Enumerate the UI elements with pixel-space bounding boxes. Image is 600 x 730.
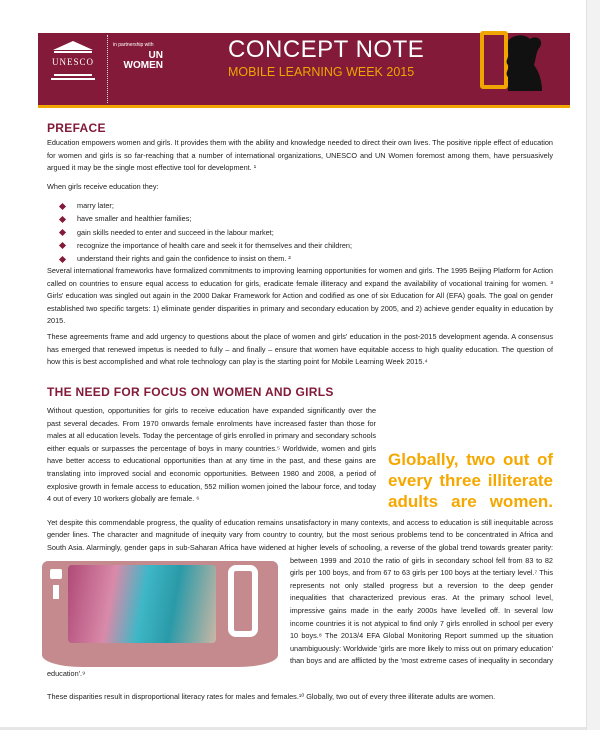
unesco-logo-text: UNESCO [51,57,94,67]
logo-divider [107,35,108,103]
list-item [60,212,352,225]
focus-paragraph-2b: between 1999 and 2010 the ratio of girls in secondary school fell from 83 to 82 girls per 100 boys, and from 67 to 63 girls per 100 boys at the tertiary level.⁷ This represents not only stalled progress but a reversion to the deep gender inequalities that characterized previous eras. At the primary school level, impressive gains made in the early 2000s have levelled off. In several low income countries it is not atypical to find only 7 girls enrolled in school per every 10 boys.⁸ The 2013/4 EFA Global Monitoring Report summed up the situation unambiguously: Worldwide 'girls are more likely to miss out on primary education' than boys and are afflicted by the 'most extreme cases of inequality in secondary education'.⁹ [47,555,553,678]
diamond-bullet-icon [59,229,66,236]
focus-paragraph-2a: Yet despite this commendable progress, the quality of education remains unsatisfactory in many contexts, and access to education is still inequitable across gender lines. The character and magnitude of inequity vary from country to country, but the most serious problems tend to be concentrated in Africa and South Asia. Alarmingly, gender gaps in sub-Saharan Africa have widened at higher levels of schooling, a reverse of the global trend towards greater parity: [47,517,553,552]
mobile-phone-icon [480,31,508,89]
document-subtitle: MOBILE LEARNING WEEK 2015 [228,65,415,79]
preface-paragraph-2: When girls receive education they: [47,182,159,191]
phone-button-icon [53,585,59,599]
diamond-bullet-icon [59,256,66,263]
focus-paragraph-2 [47,517,553,681]
mobile-learning-photo [42,561,278,667]
page-edge [586,0,600,730]
list-item [60,239,352,252]
preface-paragraph-1: Education empowers women and girls. It provides them with the ability and knowledge needed to direct their own lives. The positive ripple effect of education for women and girls is so far-reaching that a number of international organizations, UNESCO and UN Women foremost among them, have persuasively argued it may be the single most effective tool for development. ¹ [47,138,553,172]
benefits-list [60,199,352,265]
diamond-bullet-icon [59,242,66,249]
list-item [60,199,352,212]
diamond-bullet-icon [59,203,66,210]
phone-button-icon [50,569,62,579]
focus-paragraph-1: Without question, opportunities for girls to receive education have expanded significantly over the past several decades. From 1970 onwards female enrolments have increased faster than those for males at all education levels. Today the percentage of girls enrolled in primary and secondary schools either equals or surpasses the percentage of boys in many countries.⁵ Worldwide, women and girls have better access to educational opportunities than at any time in the past, and these gains are translating into improved social and economic opportunities. Between 1980 and 2008, a period of explosive growth in female access to education, 552 million women joined the labour force, and today 4 out of every 10 workers globally are female. ⁶ [47,406,376,504]
phone-keypad-icon [228,565,258,637]
partnership-text: in partnership with [113,42,154,48]
preface-paragraph-4: These agreements frame and add urgency to questions about the place of women and girls' education in the post-2015 development agenda. A consensus has emerged that renewed impetus is needed to fully – and finally – ensure that women have equitable access to high quality education. The question of how this is best accomplished and what role technology can play is the starting point for Mobile Learning Week 2015.⁴ [47,332,553,366]
list-item [60,252,352,265]
diamond-bullet-icon [59,216,66,223]
list-item-text: recognize the importance of health care and seek it for themselves and their children; [77,240,353,250]
preface-heading: PREFACE [47,121,106,135]
girls-with-phone-image [68,565,216,643]
focus-section-body [47,405,553,715]
list-item-text: understand their rights and gain the confidence to insist on them. ² [77,254,291,264]
un-women-logo: UN WOMEN [123,50,163,71]
list-item-text: marry later; [77,201,114,210]
preface-paragraph-3: Several international frameworks have formalized commitments to improving learning opportunities for women and girls. The 1995 Beijing Platform for Action called on countries to ensure equal access to education for girls, eradicate female illiteracy and expand the availability of vocational training for women. ³ Girls' education was singled out again in the 2000 Dakar Framework for Action and codified as one of six Education for All (EFA) goals. The goal on gender established two specific targets: 1) eliminate gender disparities in primary and secondary education by 2005, and 2) achieve gender equality in education by 2015. [47,266,553,325]
focus-paragraph-3: These disparities result in disproportional literacy rates for males and females.¹⁰ Globally, two out of every three illiterate adults are women. [47,692,496,702]
woman-silhouette-icon [506,33,546,91]
list-item-text: have smaller and healthier families; [77,214,192,224]
pull-quote: Globally, two out of every three illiterate adults are women. [388,450,553,511]
focus-heading: THE NEED FOR FOCUS ON WOMEN AND GIRLS [47,385,334,399]
list-item-text: gain skills needed to enter and succeed in the labour market; [77,227,274,237]
header-banner [38,33,570,108]
document-title: CONCEPT NOTE [228,36,425,63]
list-item [60,226,352,239]
